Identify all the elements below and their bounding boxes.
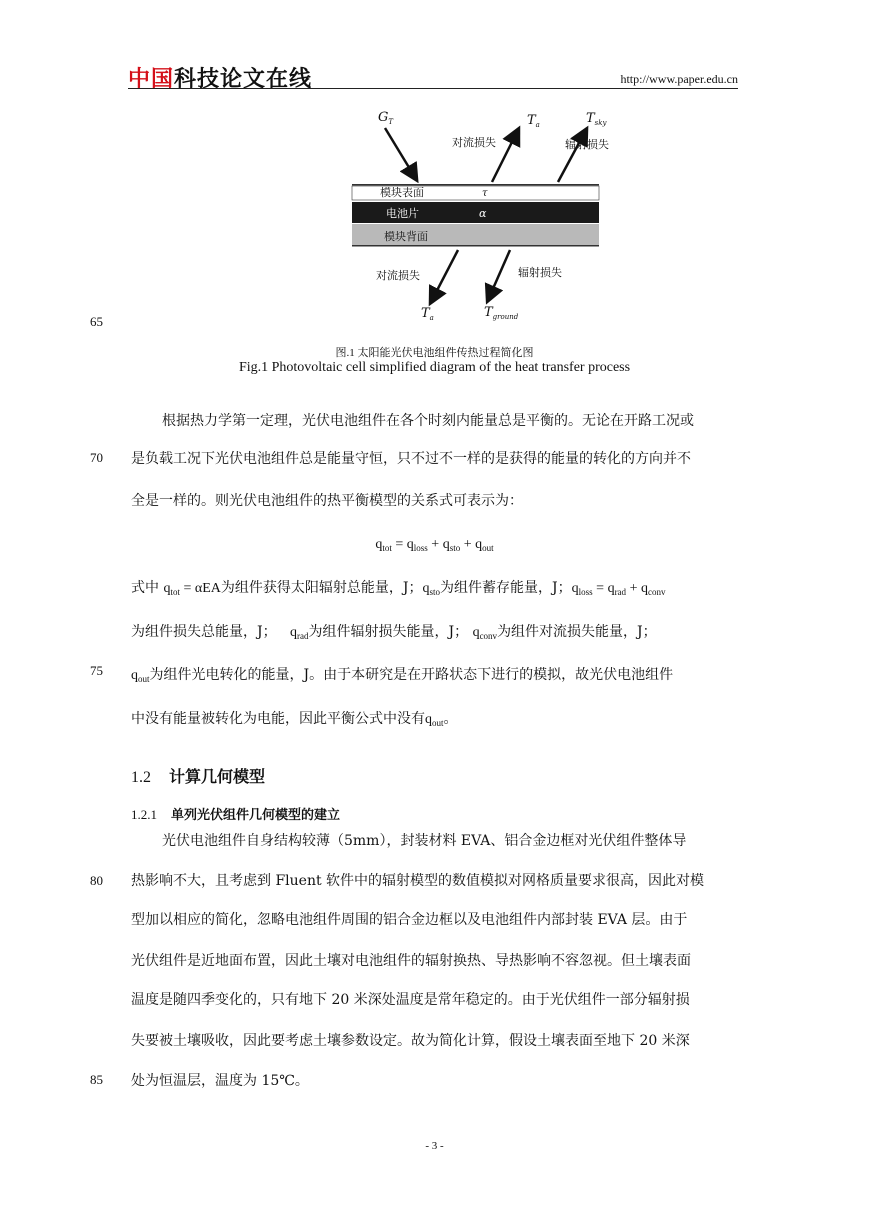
- layer-back-label: 模块背面: [384, 230, 428, 243]
- layer-cell-label: 电池片: [386, 207, 419, 220]
- bottom-radiation-label: 辐射损失: [518, 266, 562, 279]
- incoming-radiation-arrow: [385, 128, 416, 179]
- paragraph-line: 光伏组件是近地面布置，因此土壤对电池组件的辐射换热、导热影响不容忽视。但土壤表面: [131, 953, 691, 969]
- bottom-convection-arrow: [431, 250, 458, 302]
- top-convection-label: 对流损失: [452, 136, 496, 149]
- definition-line-3: $q_{out}$为组件光电转化的能量，J。由于本研究是在开路状态下进行的模拟，故光伏电池组件: [131, 667, 674, 684]
- t-sky-label: $T_{sky}$: [586, 111, 607, 127]
- definition-line-1: 式中 $q_{tot} = \alpha EA$为组件获得太阳辐射总能量，J；$q_{sto}$为组件蓄存能量，J；$q_{loss} = q_{rad} + q_{conv}$: [131, 580, 666, 597]
- figure-caption-en: Fig.1 Photovoltaic cell simplified diagram of the heat transfer process: [238, 360, 631, 375]
- journal-logo: 中国科技论文在线: [128, 67, 313, 92]
- paragraph-line: 光伏电池组件自身结构较薄（5mm），封装材料 EVA、铝合金边框对光伏组件整体导: [162, 833, 687, 849]
- definition-line-4: 中没有能量被转化为电能，因此平衡公式中没有$q_{out}$。: [131, 711, 458, 728]
- t-a-top-label: $T_a$: [527, 113, 540, 129]
- top-radiation-label: 辐射损失: [565, 138, 609, 151]
- paragraph-line: 型加以相应的简化，忽略电池组件周围的铝合金边框以及电池组件内部封装 EVA 层。由于: [131, 912, 688, 928]
- paragraph-line: 失要被土壤吸收，因此要考虑土壤参数设定。故为简化计算，假设土壤表面至地下 20 米深: [131, 1033, 690, 1049]
- bottom-radiation-arrow: [488, 250, 510, 300]
- alpha-label: α: [479, 207, 487, 220]
- line-number-65: 65: [90, 314, 103, 329]
- bottom-convection-label: 对流损失: [376, 269, 420, 282]
- line-number-75: 75: [90, 663, 103, 678]
- page-number: - 3 -: [425, 1140, 444, 1152]
- heat-transfer-diagram: [340, 104, 610, 329]
- header-url[interactable]: http://www.paper.edu.cn: [620, 72, 738, 86]
- tau-label: τ: [482, 188, 488, 199]
- paragraph-line: 处为恒温层，温度为 15℃。: [131, 1073, 309, 1089]
- paragraph-line: 全是一样的。则光伏电池组件的热平衡模型的关系式可表示为：: [131, 493, 523, 509]
- header-rule: [128, 88, 738, 89]
- paragraph-line: 温度是随四季变化的，只有地下 20 米深处温度是常年稳定的。由于光伏组件一部分辐射损: [131, 992, 690, 1008]
- t-a-bottom-label: $T_a$: [421, 306, 434, 322]
- energy-balance-equation: $q_{tot} = q_{loss} + q_{sto} + q_{out}$: [375, 537, 494, 553]
- definition-line-2: 为组件损失总能量，J； $q_{rad}$为组件辐射损失能量，J； $q_{conv}$为组件对流损失能量，J；: [131, 624, 657, 641]
- paragraph-line: 热影响不大，且考虑到 Fluent 软件中的辐射模型的数值模拟对网格质量要求很高，因此对模: [131, 873, 705, 889]
- subsection-heading: 1.2.1 单列光伏组件几何模型的建立: [131, 807, 341, 823]
- line-number-70: 70: [90, 450, 103, 465]
- paragraph-line: 根据热力学第一定理，光伏电池组件在各个时刻内能量总是平衡的。无论在开路工况或: [162, 413, 694, 429]
- figure-caption-cn: 图.1 太阳能光伏电池组件传热过程简化图: [335, 347, 534, 359]
- paragraph-line: 是负载工况下光伏电池组件总是能量守恒，只不过不一样的是获得的能量的转化的方向并不: [131, 451, 691, 467]
- t-ground-label: $T_{ground}$: [484, 305, 519, 321]
- line-number-85: 85: [90, 1072, 103, 1087]
- section-heading: 1.2 计算几何模型: [131, 767, 266, 786]
- g-t-label: $G_T$: [378, 110, 394, 126]
- line-number-80: 80: [90, 873, 103, 888]
- layer-surface-label: 模块表面: [380, 186, 424, 199]
